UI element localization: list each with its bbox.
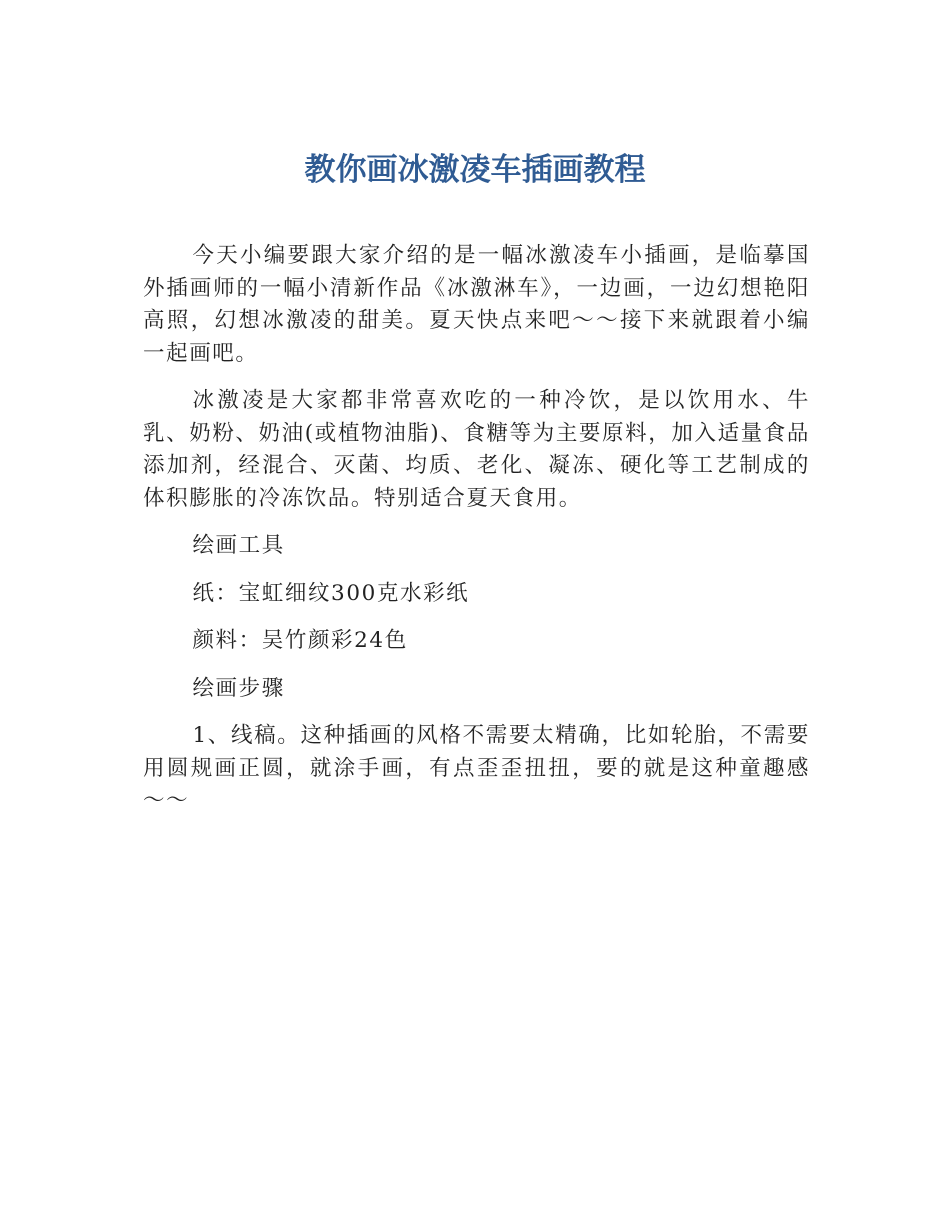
paragraph-intro: 今天小编要跟大家介绍的是一幅冰激凌车小插画，是临摹国外插画师的一幅小清新作品《冰激淋车》，一边画，一边幻想艳阳高照，幻想冰激凌的甜美。夏天快点来吧～～接下来就跟着小编一起画吧。 <box>143 243 810 366</box>
document-body <box>143 240 810 833</box>
paragraph-paint: 颜料：吴竹颜彩24色 <box>192 628 408 653</box>
paragraph-tools-heading: 绘画工具 <box>192 533 285 558</box>
document-title: 教你画冰激凌车插画教程 <box>304 152 646 188</box>
paragraph-step-1: 1、线稿。这种插画的风格不需要太精确，比如轮胎，不需要用圆规画正圆，就涂手画，有点歪歪扭扭，要的就是这种童趣感～～ <box>143 723 810 813</box>
paragraph-steps-heading: 绘画步骤 <box>192 675 285 701</box>
paragraph-ice-cream-description: 冰激凌是大家都非常喜欢吃的一种冷饮，是以饮用水、牛乳、奶粉、奶油(或植物油脂)、食糖等为主要原料，加入适量食品添加剂，经混合、灭菌、均质、老化、凝冻、硬化等工艺制成的体积膨胀的冷冻饮品。特别适合夏天食用。 <box>143 388 810 511</box>
paragraph-paper: 纸：宝虹细纹300克水彩纸 <box>192 580 470 606</box>
